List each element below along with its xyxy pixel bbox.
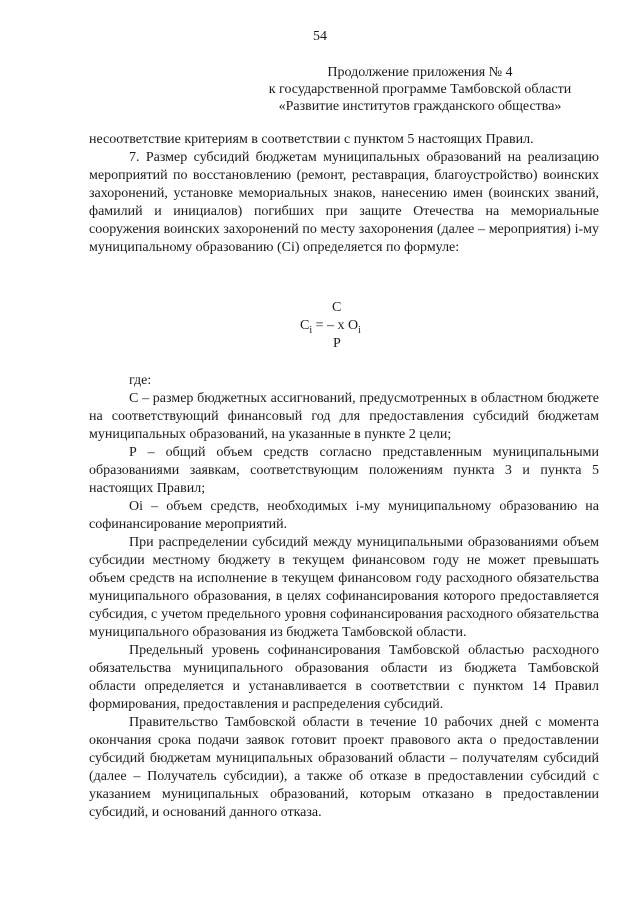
paragraph-item-7: 7. Размер субсидий бюджетам муниципальных образований на реализацию мероприятий по восстановлению (ремонт, реставрация, благоустройство) воинских захоронений, установке мемориальных знаков, нанесению имен (воинских званий, фамилий и инициалов) погибших при защите Отечества на мемориальные сооружения воинских захоронений по месту захоронения (далее – мероприятия) i-му муниципальному образованию (Ci) определяется по формуле: bbox=[89, 150, 599, 255]
paragraph-def-p: Р – общий объем средств согласно представленным муниципальными образованиями заявкам, соответствующим положениям пункта 3 и пункта 5 настоящих Правил; bbox=[89, 445, 599, 496]
heading-line-1: Продолжение приложения № 4 bbox=[327, 65, 513, 80]
formula-numerator: C bbox=[332, 300, 342, 315]
paragraph-where: где: bbox=[129, 373, 152, 388]
formula-lhs-subscript: i bbox=[309, 324, 313, 336]
text-block-top bbox=[89, 131, 599, 257]
paragraph-distribution: При распределении субсидий между муниципальными образованиями объем субсидии местному бюджету в текущем финансовом году не может превышать объем средств на исполнение в текущем финансовом году расходного обязательства муниципального образования, в целях софинансирования которого предоставляется субсидия, с учетом предельного уровня софинансирования расходного обязательства муниципального образования из бюджета Тамбовской области. bbox=[89, 535, 599, 640]
paragraph-continuation: несоответствие критериям в соответствии с пунктом 5 настоящих Правил. bbox=[89, 132, 534, 147]
paragraph-government: Правительство Тамбовской области в течение 10 рабочих дней с момента окончания срока подачи заявок готовит проект правового акта о предоставлении субсидий бюджетам муниципальных образований области – получателям субсидий (далее – Получатель субсидии), а также об отказе в предоставлении субсидий с указанием муниципальных образований, которым отказано в предоставлении субсидий, и оснований данного отказа. bbox=[89, 715, 599, 820]
heading-line-3: «Развитие институтов гражданского общества» bbox=[278, 99, 562, 114]
paragraph-def-oi: Oi – объем средств, необходимых i-му муниципальному образованию на софинансирование мероприятий. bbox=[89, 499, 599, 532]
subsidy-formula bbox=[0, 300, 640, 352]
page-number: 54 bbox=[313, 29, 327, 44]
formula-denominator: P bbox=[333, 336, 341, 351]
formula-operators: = – x bbox=[315, 318, 345, 333]
formula-rhs-subscript: i bbox=[358, 324, 361, 336]
heading-line-2: к государственной программе Тамбовской области bbox=[268, 82, 572, 97]
formula-expression bbox=[300, 318, 361, 336]
formula-rhs: O bbox=[348, 318, 359, 333]
text-block-bottom bbox=[89, 372, 599, 822]
paragraph-def-c: С – размер бюджетных ассигнований, предусмотренных в областном бюджете на соответствующий финансовый год для предоставления субсидий бюджетам муниципальных образований, на указанные в пункте 2 цели; bbox=[89, 391, 599, 442]
paragraph-cofinancing-level: Предельный уровень софинансирования Тамбовской областью расходного обязательства муниципального образования области из бюджета Тамбовской области определяется и устанавливается в соответствии с пунктом 14 Правил формирования, предоставления и распределения субсидий. bbox=[89, 643, 599, 712]
appendix-heading bbox=[250, 64, 590, 115]
formula-lhs: C bbox=[300, 318, 310, 333]
